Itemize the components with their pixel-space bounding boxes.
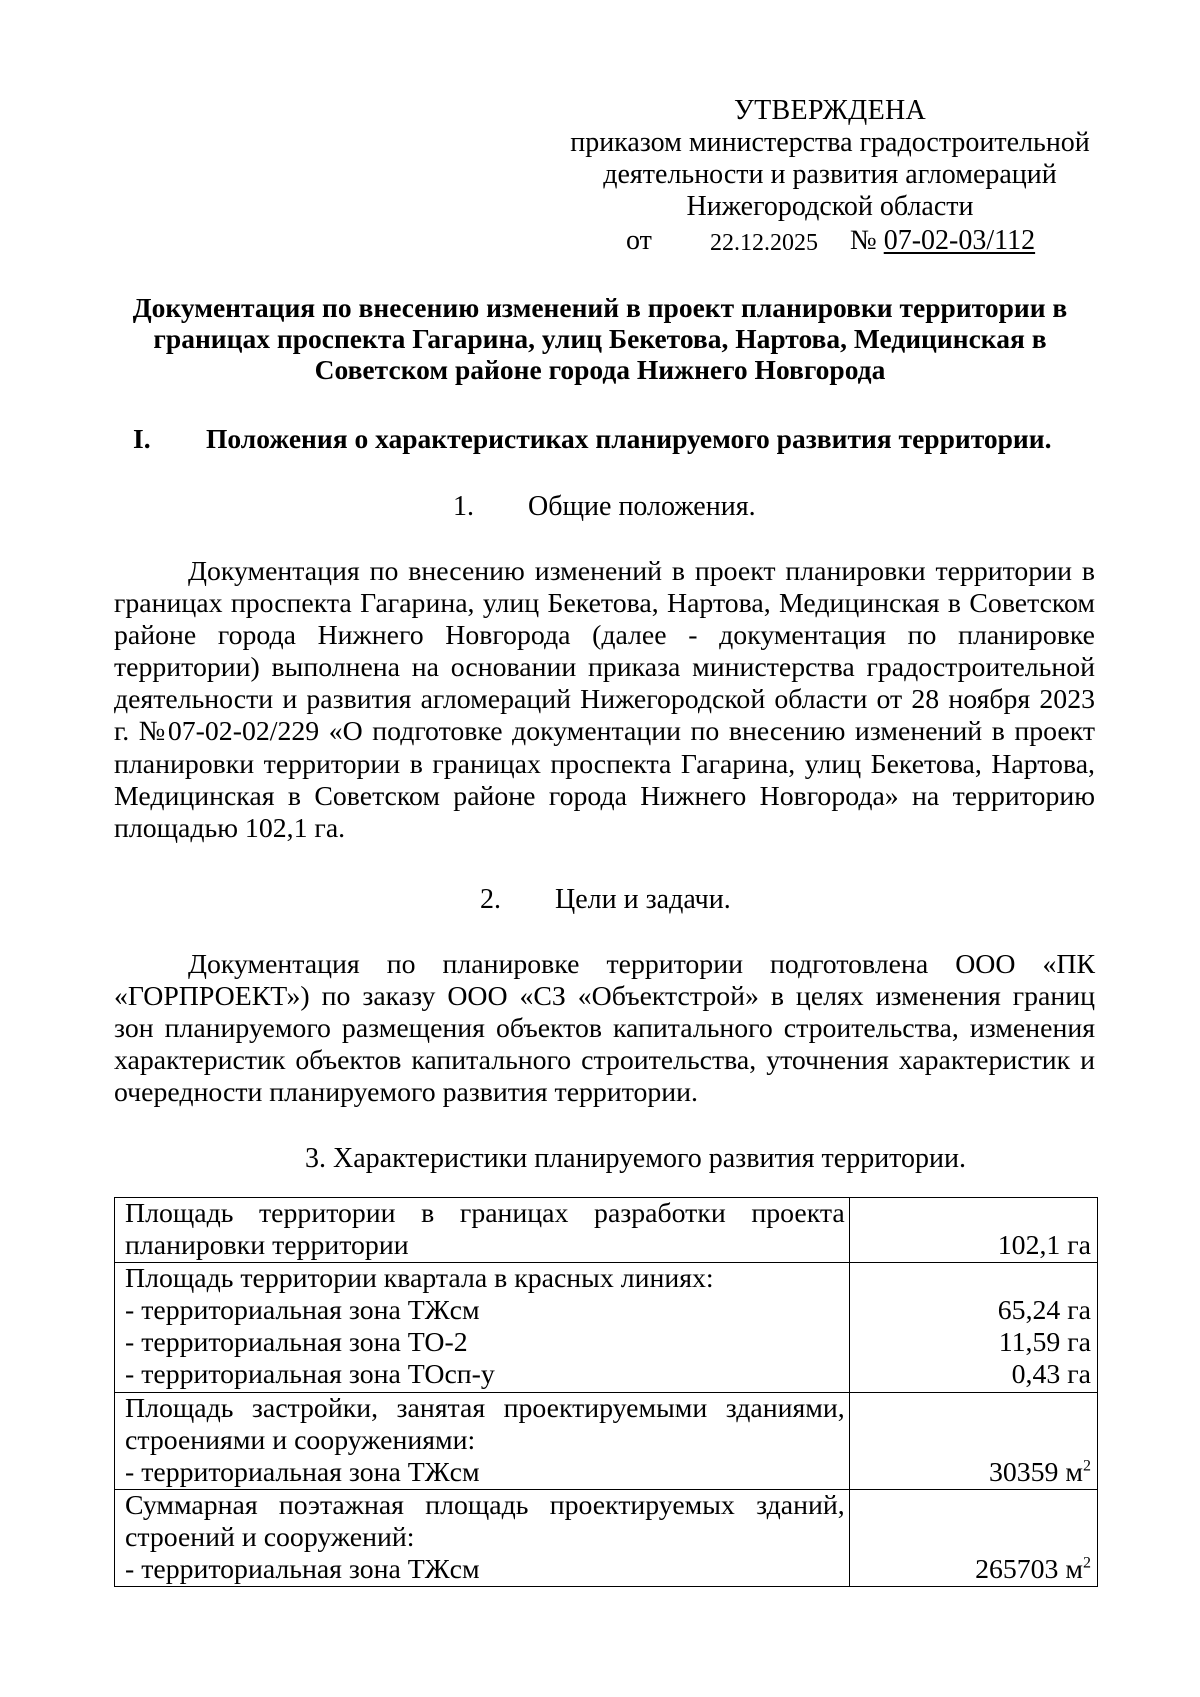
table-cell-value <box>849 1489 1097 1586</box>
row3-value-wrap <box>860 1457 1091 1489</box>
row3-value: 30359 м <box>988 1456 1083 1488</box>
section-number: I. <box>133 423 151 454</box>
row2-zone3-value: 0,43 га <box>1011 1359 1091 1391</box>
row3-unit-superscript: 2 <box>1083 1457 1091 1475</box>
number-sign: № <box>850 225 877 256</box>
document-title-line-3: Советском районе города Нижнего Новгорода <box>314 354 886 385</box>
order-date: 22.12.2025 <box>710 230 818 256</box>
table-cell-label <box>115 1198 850 1263</box>
table-cell-value <box>849 1392 1097 1489</box>
section-title: Положения о характеристиках планируемого развития территории. <box>206 423 1052 454</box>
table-row <box>115 1198 1098 1263</box>
order-line <box>560 225 1100 257</box>
approval-line-2: деятельности и развития агломераций <box>603 159 1057 190</box>
table-cell-value <box>849 1198 1097 1263</box>
subsection-1-title: Общие положения. <box>528 491 756 522</box>
approval-stamp <box>560 95 1100 257</box>
subsection-1-paragraph: Документация по внесению изменений в проект планировки территории в границах проспекта Гагарина, улиц Бекетова, Нартова, Медицинская в Советском районе города Нижнего Новгорода (далее - документация по планировке территории) выполнена на основании приказа министерства градостроительной деятельности и развития агломераций Нижегородской области от 28 ноября 2023 г. №07-02-02/229 «О подготовке документации по внесению изменений в проект планировки территории в границах проспекта Гагарина, улиц Бекетова, Нартова, Медицинская в Советском районе города Нижнего Новгорода» на территорию площадью 102,1 га. <box>114 556 1095 844</box>
document-title <box>118 292 1082 385</box>
row4-unit-superscript: 2 <box>1083 1554 1091 1572</box>
row3-zone: - территориальная зона ТЖсм <box>125 1456 480 1488</box>
row4-value: 265703 м <box>975 1554 1083 1586</box>
row4-zone: - территориальная зона ТЖсм <box>125 1554 480 1586</box>
row4-value-wrap <box>860 1554 1091 1586</box>
row3-label-line2: строениями и сооружениями: <box>125 1424 476 1456</box>
row2-zone3: - территориальная зона ТОсп-у <box>125 1359 495 1391</box>
row2-zone2: - территориальная зона ТО-2 <box>125 1327 468 1359</box>
table-row <box>115 1392 1098 1489</box>
table-cell-label <box>115 1392 850 1489</box>
table-cell-label <box>115 1263 850 1392</box>
row2-zone2-value: 11,59 га <box>998 1327 1091 1359</box>
approval-line-1: приказом министерства градостроительной <box>570 127 1090 158</box>
subsection-2-number: 2. <box>480 884 501 915</box>
row4-label-line2: строений и сооружений: <box>125 1521 415 1553</box>
row2-zone1-value: 65,24 га <box>997 1295 1091 1327</box>
table-row <box>115 1263 1098 1392</box>
order-from-label: от <box>626 225 652 256</box>
document-title-line-1: Документация по внесению изменений в проект планировки территории в <box>132 292 1068 323</box>
row2-zone1: - территориальная зона ТЖсм <box>125 1295 480 1327</box>
subsection-3-heading: 3. Характеристики планируемого развития территории. <box>305 1143 967 1174</box>
subsection-2-paragraph: Документация по планировке территории подготовлена ООО «ПК «ГОРПРОЕКТ») по заказу ООО «СЗ «Объектстрой» в целях изменения границ зон планируемого размещения объектов капитального строительства, изменения характеристик объектов капитального строительства, уточнения характеристик и очередности планируемого развития территории. <box>114 949 1095 1109</box>
row3-label-line1: Площадь застройки, занятая проектируемыми зданиями, <box>125 1392 845 1424</box>
characteristics-table <box>114 1197 1098 1587</box>
subsection-2-title: Цели и задачи. <box>555 884 731 915</box>
document-title-line-2: границах проспекта Гагарина, улиц Бекетова, Нартова, Медицинская в <box>153 323 1047 354</box>
order-number-value: 07-02-03/112 <box>883 225 1036 256</box>
approval-line-3: Нижегородской области <box>686 191 974 222</box>
order-number <box>850 225 1035 257</box>
subsection-1-number: 1. <box>453 491 474 522</box>
row4-label-line1: Суммарная поэтажная площадь проектируемых зданий, <box>125 1489 845 1521</box>
approval-title: УТВЕРЖДЕНА <box>733 95 927 126</box>
row1-label-line2: планировки территории <box>125 1230 409 1262</box>
table-row <box>115 1489 1098 1586</box>
table-cell-value <box>849 1263 1097 1392</box>
row2-label-line1: Площадь территории квартала в красных линиях: <box>125 1263 714 1295</box>
row1-value: 102,1 га <box>997 1230 1091 1262</box>
row1-label-line1: Площадь территории в границах разработки проекта <box>125 1198 845 1229</box>
table-cell-label <box>115 1489 850 1586</box>
